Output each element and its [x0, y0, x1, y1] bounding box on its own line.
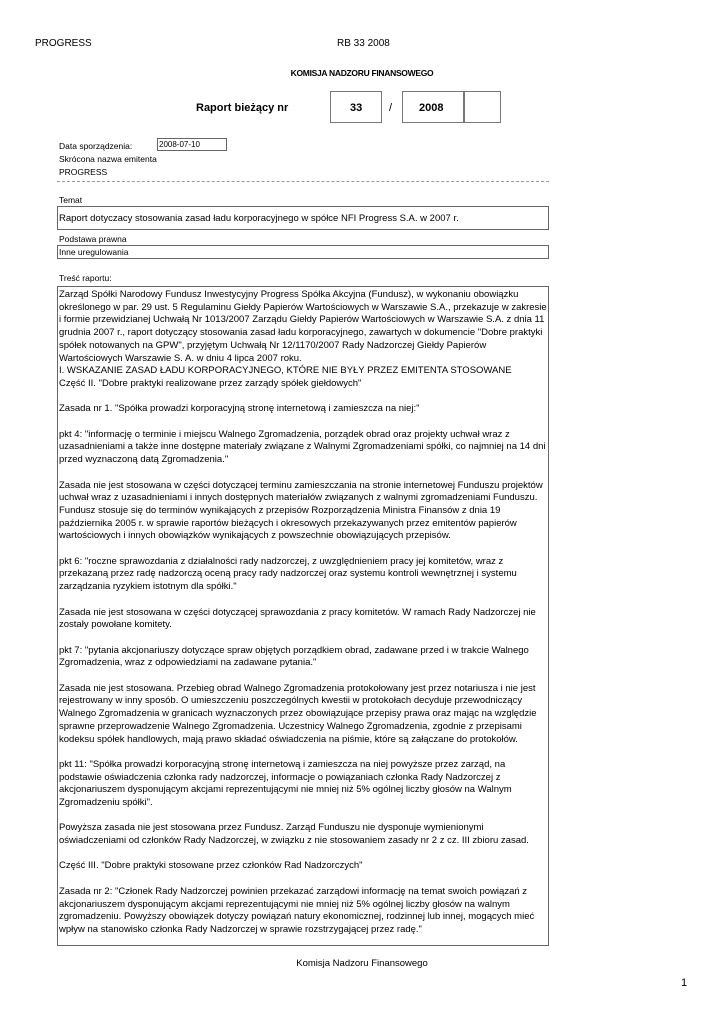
content-part-heading: Część III. "Dobre praktyki stosowane przez członków Rad Nadzorczych"	[59, 860, 363, 872]
report-year: 2008	[419, 102, 444, 114]
content-paragraph: pkt 6: "roczne sprawozdania z działalności rady nadzorczej, z uwzględnieniem pracy jej komitetów, wraz z przekazaną przez radę nadzorczą oceną pracy rady nadzorczej oraz systemu kontroli wewnętrznej i systemu zarządzania ryzykiem istotnym dla spółki."	[59, 555, 517, 593]
content-paragraph: Zasada nie jest stosowana w części dotyczącej terminu zamieszczania na stronie internetowej Funduszu projektów uchwał wraz z uzasadnieniami i innych dostępnych materiałów związanych z walnymi zgromadzeniami Funduszu. Fundusz stosuje się do terminów wynikających z przepisów Rozporządzenia Ministra Finansów z dnia 19 października 2005 r. w sprawie raportów bieżących i okresowych przekazywanych przez emitentów papierów wartościowych i innych obowiązków wynikających z powszechnie obowiązujących przepisów.	[59, 479, 543, 542]
footer-text: Komisja Nadzoru Finansowego	[296, 958, 428, 969]
topic-label: Temat	[59, 195, 83, 205]
content-rule-heading: Zasada nr 1. "Spółka prowadzi korporacyjną stronę internetową i zamieszcza na niej:"	[59, 403, 420, 415]
content-paragraph: Zasada nie jest stosowana w części dotyczącej sprawozdania z pracy komitetów. W ramach Rady Nadzorczej nie zostały powołane komitety.	[59, 606, 536, 631]
header-report-id: RB 33 2008	[337, 38, 390, 49]
content-paragraph-intro: Zarząd Spółki Narodowy Fundusz Inwestycyjny Progress Spółka Akcyjna (Fundusz), w wykonaniu obowiązku określonego w par. 29 ust. 5 Regulaminu Giełdy Papierów Wartościowych w Warszawie S.A., przekazuje w zakresie i formie przewidzianej Uchwałą Nr 1013/2007 Zarządu Giełdy Papierów Wartościowych w Warszawie S.A. z dnia 11 grudnia 2007 r., raport dotyczący stosowania zasad ładu korporacyjnego, zawartych w dokumencie "Dobre praktyki spółek notowanych na GPW", przyjętym Uchwałą Nr 12/1170/2007 Rady Nadzorczej Giełdy Papierów Wartościowych Warszawie S. A. w dniu 4 lipca 2007 roku.	[59, 289, 547, 364]
commission-title: KOMISJA NADZORU FINANSOWEGO	[290, 68, 434, 78]
issuer-value: PROGRESS	[59, 167, 108, 177]
page-number: 1	[681, 977, 688, 989]
date-value: 2008-07-10	[157, 138, 227, 151]
content-paragraph: pkt 7: "pytania akcjonariuszy dotyczące spraw objętych porządkiem obrad, zadawane przed i w trakcie Walnego Zgromadzenia, wraz z odpowiedziami na zadawane pytania."	[59, 644, 529, 669]
content-paragraph: Powyższa zasada nie jest stosowana przez Fundusz. Zarząd Funduszu nie dysponuje wymienionymi oświadczeniami od członków Rady Nadzorczej, w związku z nie stosowaniem zasady nr 2 z cz. III zbioru zasad.	[59, 822, 529, 847]
legal-basis-label: Podstawa prawna	[59, 234, 127, 244]
content-label: Treść raportu:	[59, 273, 112, 283]
content-paragraph: pkt 4: "informację o terminie i miejscu Walnego Zgromadzenia, porządek obrad oraz projekty uchwał wraz z uzasadnieniami a także inne dostępne materiały związane z Walnymi Zgromadzeniami spółki, co najmniej na 14 dni przed wyznaczoną datą Zgromadzenia."	[59, 428, 546, 466]
content-paragraph: Zasada nr 2: "Członek Rady Nadzorczej powinien przekazać zarządowi informację na temat swoich powiązań z akcjonariuszem dysponującym akcjami reprezentującymi nie mniej niż 5% ogólnej liczby głosów na walnym zgromadzeniu. Powyższy obowiązek dotyczy powiązań natury ekonomicznej, rodzinnej lub innej, mogących mieć wpływ na stanowisko członka Rady Nadzorczej w sprawie rozstrzygającej przez radę."	[59, 885, 535, 935]
header-issuer: PROGRESS	[35, 38, 92, 49]
report-number: 33	[350, 102, 363, 114]
content-paragraph: pkt 11: "Spółka prowadzi korporacyjną stronę internetową i zamieszcza na niej powyższe przez zarząd, na podstawie oświadczenia członka rady nadzorczej, informacje o powiązaniach członka Rady Nadzorczej z akcjonariuszem dysponującym akcjami reprezentującymi nie mniej niż 5% ogólnej liczby głosów na Walnym Zgromadzeniu spółki".	[59, 758, 512, 808]
report-content	[57, 286, 549, 946]
content-part-heading: Część II. "Dobre praktyki realizowane przez zarządy spółek giełdowych"	[59, 377, 362, 389]
issuer-divider	[57, 181, 549, 182]
report-extra-box	[464, 91, 501, 123]
legal-basis-value: Inne uregulowania	[57, 245, 549, 259]
date-label: Data sporządzenia:	[59, 141, 133, 151]
content-paragraph: Zasada nie jest stosowana. Przebieg obrad Walnego Zgromadzenia protokołowany jest przez notariusza i nie jest rejestrowany w inny sposób. O umieszczeniu poszczególnych kwestii w protokołach decyduje przewodniczący Walnego Zgromadzenia w granicach wyznaczonych przez obowiązujące przepisy prawa oraz mając na względzie sprawne przeprowadzenie Walnego Zgromadzenia. Uczestnicy Walnego Zgromadzenia, zgodnie z przepisami kodeksu spółek handlowych, mają prawo składać oświadczenia na piśmie, które są załączane do protokołów.	[59, 682, 537, 745]
topic-value: Raport dotyczacy stosowania zasad ładu korporacyjnego w spółce NFI Progress S.A. w 2007 r.	[57, 206, 549, 230]
issuer-label: Skrócona nazwa emitenta	[59, 154, 157, 164]
report-separator: /	[389, 102, 393, 114]
report-label: Raport bieżący nr	[196, 102, 289, 114]
content-section-heading: I. WSKAZANIE ZASAD ŁADU KORPORACYJNEGO, KTÓRE NIE BYŁY PRZEZ EMITENTA STOSOWANE	[59, 365, 512, 377]
